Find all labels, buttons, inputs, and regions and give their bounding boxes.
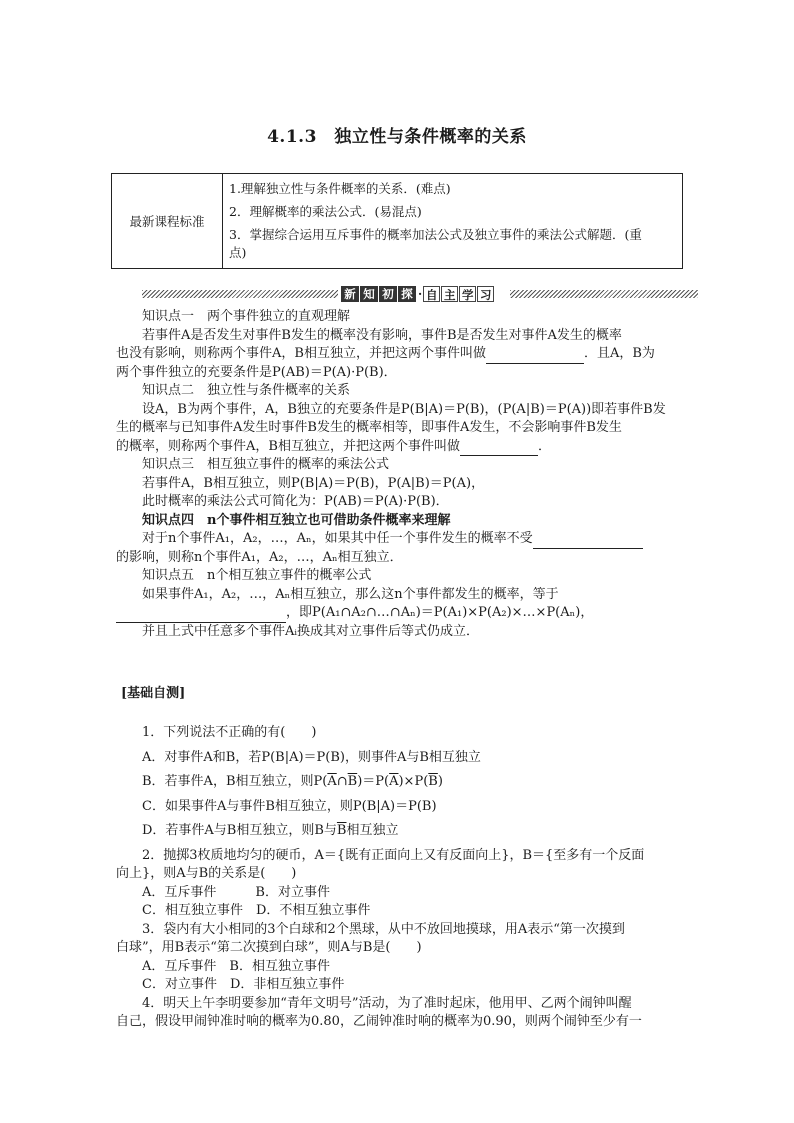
banner-separator: ·: [418, 287, 423, 301]
question-option: A．互斥事件 B．相互独立事件: [142, 958, 330, 974]
question-stem: 自己，假设甲闹钟准时响的概率为0.80，乙闹钟准时响的概率为0.90，则两个闹钟至少有一: [116, 1014, 642, 1029]
question-stem: 白球”，用B表示“第二次摸到白球”，则A与B是( ): [116, 940, 422, 955]
fill-blank[interactable]: [486, 349, 584, 364]
fill-blank[interactable]: [116, 608, 286, 623]
banner-char: 新: [341, 286, 359, 302]
banner-char: 知: [360, 286, 378, 302]
knowledge-text: 的概率，则称两个事件A，B相互独立，并把这两个事件叫做 ．: [116, 438, 682, 457]
question-stem: 4．明天上午李明要参加“青年文明号”活动，为了准时起床，他用甲、乙两个闹钟叫醒: [142, 995, 632, 1011]
knowledge-text: 对于n个事件A₁，A₂，…，Aₙ，如果其中任一个事件发生的概率不受: [116, 530, 682, 549]
banner-char: 自: [423, 286, 440, 302]
knowledge-heading: 知识点五 n个相互独立事件的概率公式: [142, 568, 372, 583]
banner-char: 学: [459, 286, 476, 302]
standards-label: 最新课程标准: [112, 174, 223, 268]
banner-char: 习: [477, 286, 494, 302]
banner-char: 主: [441, 286, 458, 302]
knowledge-text: 两个事件独立的充要条件是P(AB)＝P(A)·P(B)．: [116, 364, 397, 380]
section-heading: [基础自测]: [121, 686, 186, 701]
question-option: C．如果事件A与事件B相互独立，则P(B|A)＝P(B): [142, 798, 437, 814]
knowledge-text: ，即P(A₁∩A₂∩…∩Aₙ)＝P(A₁)×P(A₂)×…×P(Aₙ)，: [116, 604, 682, 623]
fill-blank[interactable]: [460, 441, 538, 456]
question-option: B．若事件A，B相互独立，则$P(\overline{A}\cap\overline{B})=P(\overline{A})\times P(\overline{B})$: [142, 774, 443, 789]
standards-item: 2．理解概率的乘法公式．(易混点): [229, 204, 422, 219]
question-option: A．对事件A和B，若P(B|A)＝P(B)，则事件A与B相互独立: [142, 749, 481, 765]
knowledge-text: 的影响，则称n个事件A₁，A₂，…，Aₙ相互独立．: [116, 549, 403, 565]
page-title: 4.1.3 独立性与条件概率的关系: [267, 127, 527, 147]
banner-char: 探: [398, 286, 416, 302]
standards-list: [223, 174, 682, 268]
question-stem: 向上}，则A与B的关系是( ): [116, 866, 297, 881]
question-option: A．互斥事件 B．对立事件: [142, 884, 330, 900]
standards-item: 点): [229, 245, 247, 260]
knowledge-heading: 知识点一 两个事件独立的直观理解: [142, 309, 351, 324]
section-banner: [142, 286, 698, 302]
question-option: C．对立事件 D．非相互独立事件: [142, 977, 345, 992]
knowledge-text: 并且上式中任意多个事件Aᵢ换成其对立事件后等式仍成立．: [142, 623, 480, 639]
banner-tag: [341, 286, 495, 302]
knowledge-text: 若事件A，B相互独立，则P(B|A)＝P(B)，P(A|B)＝P(A)，: [142, 475, 485, 491]
question-option: C．相互独立事件 D．不相互独立事件: [142, 903, 371, 918]
question-stem: 1．下列说法不正确的有( ): [142, 725, 317, 740]
question-stem: 3．袋内有大小相同的3个白球和2个黑球，从中不放回地摸球，用A表示“第一次摸到: [142, 921, 625, 937]
knowledge-text: 如果事件A₁，A₂，…，Aₙ相互独立，那么这n个事件都发生的概率，等于: [142, 586, 559, 602]
banner-hatch-left: [142, 290, 338, 298]
knowledge-text: 也没有影响，则称两个事件A，B相互独立，并把这两个事件叫做 ．且A，B为: [116, 345, 682, 364]
knowledge-heading: 知识点四 n个事件相互独立也可借助条件概率来理解: [142, 512, 451, 528]
standards-item: 3．掌握综合运用互斥事件的概率加法公式及独立事件的乘法公式解题．(重: [229, 227, 642, 242]
question-option: D．若事件A与B相互独立，则B与$\overline{B}$相互独立: [142, 823, 399, 838]
question-stem: 2．抛掷3枚质地均匀的硬币，A＝{既有正面向上又有反面向上}，B＝{至多有一个反面: [142, 847, 645, 863]
self-test-questions: [116, 724, 682, 1032]
curriculum-standards-table: [111, 173, 683, 269]
banner-char: 初: [379, 286, 397, 302]
knowledge-text: 此时概率的乘法公式可简化为：P(AB)＝P(A)·P(B)．: [142, 494, 449, 509]
knowledge-points: [116, 308, 682, 641]
knowledge-heading: 知识点二 独立性与条件概率的关系: [142, 383, 351, 398]
knowledge-text: 设A，B为两个事件，A，B独立的充要条件是P(B|A)＝P(B)，(P(A|B)＝P(A))即若事件B发: [142, 401, 666, 417]
standards-item: 1.理解独立性与条件概率的关系．(难点): [229, 181, 451, 196]
knowledge-text: 若事件A是否发生对事件B发生的概率没有影响，事件B是否发生对事件A发生的概率: [142, 327, 622, 343]
banner-hatch-right: [510, 290, 698, 298]
knowledge-text: 生的概率与已知事件A发生时事件B发生的概率相等，即事件A发生，不会影响事件B发生: [116, 420, 622, 435]
knowledge-heading: 知识点三 相互独立事件的概率的乘法公式: [142, 457, 390, 472]
fill-blank[interactable]: [533, 534, 643, 549]
